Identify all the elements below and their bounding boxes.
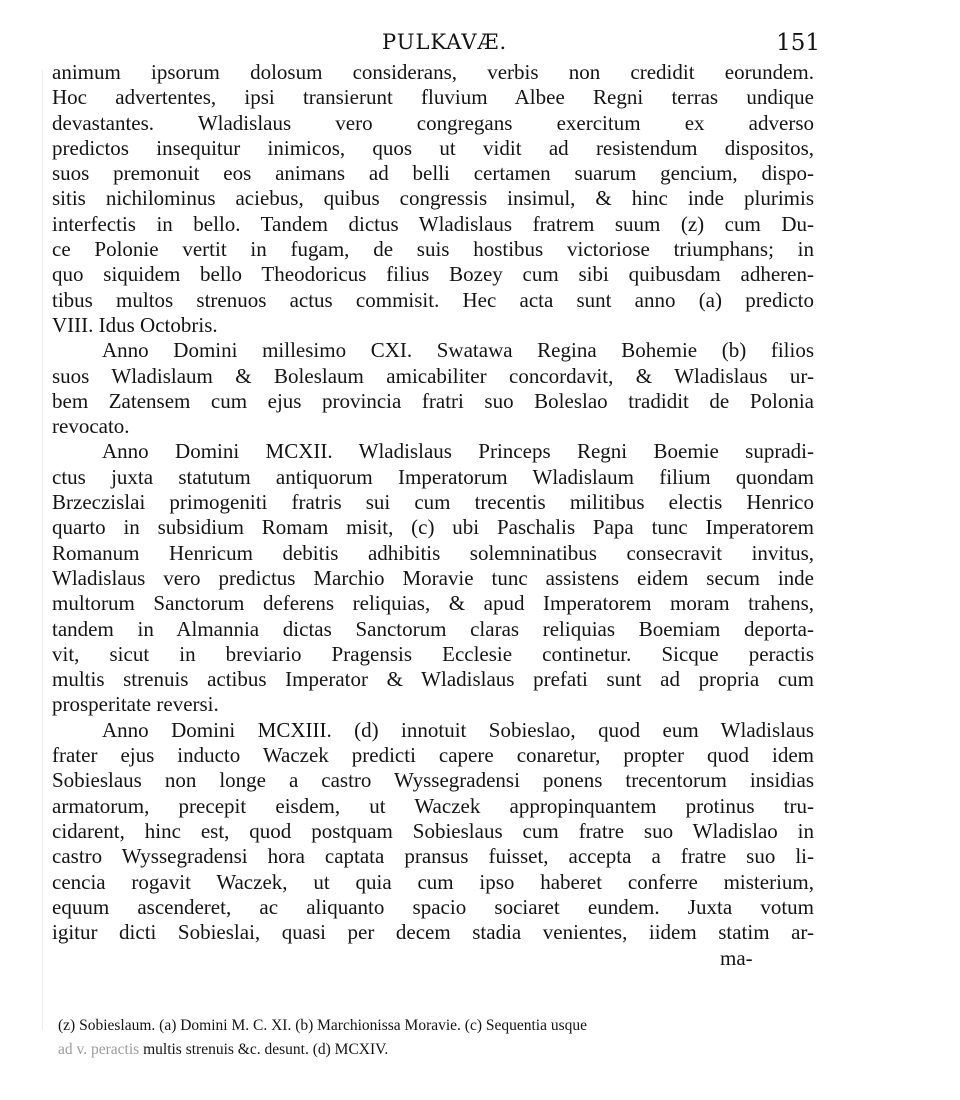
text-line: suos premonuit eos animans ad belli certamen suarum gencium, dispo- — [52, 161, 814, 186]
text-line: Anno Domini MCXII. Wladislaus Princeps Regni Boemie supradi- — [102, 439, 814, 464]
text-line: Romanum Henricum debitis adhibitis solemninatibus consecravit invitus, — [52, 540, 814, 565]
text-line: vit, sicut in breviario Pragensis Ecclesie continetur. Sicque peractis — [52, 641, 814, 666]
text-line: tandem in Almannia dictas Sanctorum claras reliquias Boemiam deporta- — [52, 616, 814, 641]
text-line: castro Wyssegradensi hora captata pransus fuisset, accepta a fratre suo li- — [52, 844, 814, 869]
text-line: ctus juxta statutum antiquorum Imperatorum Wladislaum filium quondam — [52, 464, 814, 489]
footnote-line: (z) Sobieslaum. (a) Domini M. C. XI. (b) Marchionissa Moravie. (c) Sequentia usque — [58, 1017, 588, 1034]
text-line: bem Zatensem cum ejus provincia fratri suo Boleslao tradidit de Polonia — [52, 388, 814, 413]
text-line: tibus multos strenuos actus commisit. Hec acta sunt anno (a) predicto — [52, 287, 814, 312]
text-line: revocato. — [52, 414, 130, 439]
footnote-line — [58, 1038, 818, 1062]
text-line: animum ipsorum dolosum considerans, verbis non credidit eorundem. — [52, 60, 814, 84]
text-line: multorum Sanctorum deferens reliquias, & apud Imperatorem moram trahens, — [52, 591, 814, 616]
text-line: frater ejus inducto Waczek predicti capere conaretur, propter quod idem — [52, 743, 814, 768]
text-line: cidarent, hinc est, quod postquam Sobieslaus cum fratre suo Wladislao in — [52, 818, 814, 843]
text-line: devastantes. Wladislaus vero congregans exercitum ex adverso — [52, 110, 814, 135]
text-line: ce Polonie vertit in fugam, de suis hostibus victoriose triumphans; in — [52, 237, 814, 262]
text-line: quo siquidem bello Theodoricus filius Bozey cum sibi quibusdam adheren- — [52, 262, 814, 287]
catchword: ma- — [720, 946, 753, 971]
text-line: Anno Domini MCXIII. (d) innotuit Sobieslao, quod eum Wladislaus — [102, 717, 814, 742]
text-line: prosperitate reversi. — [52, 692, 219, 717]
text-line: armatorum, precepit eisdem, ut Waczek appropinquantem protinus tru- — [52, 793, 814, 818]
page-number: 151 — [776, 30, 820, 56]
text-line: Anno Domini millesimo CXI. Swatawa Regina Bohemie (b) filios — [102, 338, 814, 363]
running-title: PULKAVÆ. — [382, 30, 508, 54]
text-line: Brzeczislai primogeniti fratris sui cum trecentis militibus electis Henrico — [52, 490, 814, 515]
page-fold-shadow — [42, 70, 43, 1030]
footnote-faded-text: ad v. peractis — [58, 1041, 140, 1058]
footnote-text: multis strenuis &c. desunt. (d) MCXIV. — [143, 1041, 389, 1058]
text-line: quarto in subsidium Romam misit, (c) ubi Paschalis Papa tunc Imperatorem — [52, 515, 814, 540]
body-text — [52, 60, 814, 971]
footnotes — [58, 1014, 818, 1062]
text-line: multis strenuis actibus Imperator & Wladislaus prefati sunt ad propria cum — [52, 667, 814, 692]
text-line: suos Wladislaum & Boleslaum amicabiliter concordavit, & Wladislaus ur- — [52, 363, 814, 388]
text-line: Sobieslaus non longe a castro Wyssegradensi ponens trecentorum insidias — [52, 768, 814, 793]
text-line: Hoc advertentes, ipsi transierunt fluvium Albee Regni terras undique — [52, 85, 814, 110]
text-line: predictos insequitur inimicos, quos ut vidit ad resistendum dispositos, — [52, 135, 814, 160]
text-line: igitur dicti Sobieslai, quasi per decem stadia venientes, iidem statim ar- — [52, 920, 814, 945]
text-line: Wladislaus vero predictus Marchio Moravie tunc assistens eidem secum inde — [52, 565, 814, 590]
text-line: interfectis in bello. Tandem dictus Wladislaus fratrem suum (z) cum Du- — [52, 211, 814, 236]
text-line: cencia rogavit Waczek, ut quia cum ipso haberet conferre misterium, — [52, 869, 814, 894]
text-line: equum ascenderet, ac aliquanto spacio sociaret eundem. Juxta votum — [52, 894, 814, 919]
running-head — [52, 30, 820, 60]
text-line: VIII. Idus Octobris. — [52, 312, 218, 337]
text-line: sitis nichilominus aciebus, quibus congressis insimul, & hinc inde plurimis — [52, 186, 814, 211]
